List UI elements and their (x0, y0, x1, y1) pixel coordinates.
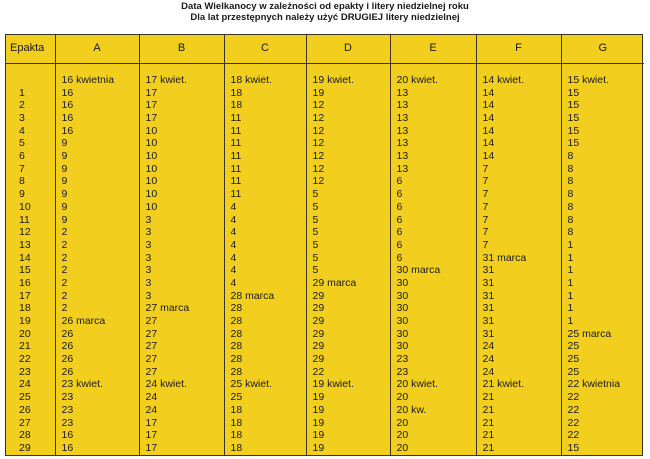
date-cell: 13 (390, 87, 476, 100)
header-row (6, 35, 644, 64)
table-row (6, 353, 644, 366)
date-cell: 5 (306, 265, 390, 278)
date-cell: 2 (55, 265, 139, 278)
date-cell: 7 (476, 163, 561, 176)
date-cell: 30 marca (390, 265, 476, 278)
table-row (6, 379, 644, 392)
date-cell: 28 (224, 353, 306, 366)
date-cell: 7 (476, 188, 561, 201)
table-row (6, 74, 644, 87)
date-cell: 6 (390, 176, 476, 189)
date-cell: 7 (476, 227, 561, 240)
epakta-cell: 6 (19, 150, 25, 163)
date-cell: 12 (306, 100, 390, 113)
epakta-cell: 1 (19, 86, 25, 99)
date-cell: 22 (561, 417, 644, 430)
date-cell: 18 (224, 417, 306, 430)
date-cell: 1 (561, 277, 644, 290)
date-cell: 2 (55, 277, 139, 290)
date-cell: 19 (306, 404, 390, 417)
date-cell: 15 kwiet. (561, 74, 644, 87)
date-cell: 30 (390, 315, 476, 328)
date-cell: 29 (306, 341, 390, 354)
date-cell: 27 (139, 366, 224, 379)
date-cell: 23 (390, 366, 476, 379)
date-cell: 4 (224, 239, 306, 252)
date-cell: 20 kwiet. (390, 379, 476, 392)
date-cell: 30 (390, 290, 476, 303)
epakta-cell: 23 (19, 366, 31, 378)
date-cell: 21 (476, 442, 561, 455)
date-cell: 18 (224, 87, 306, 100)
date-cell: 6 (390, 188, 476, 201)
date-cell: 7 (476, 214, 561, 227)
date-cell: 10 (139, 150, 224, 163)
table-row (6, 138, 644, 151)
header-letter-f: F (476, 35, 561, 64)
table-row (6, 176, 644, 189)
table-row (6, 404, 644, 417)
date-cell: 28 (224, 315, 306, 328)
header-letter-b: B (139, 35, 224, 64)
date-cell: 13 (390, 150, 476, 163)
date-cell: 19 kwiet. (306, 379, 390, 392)
epakta-cell: 3 (19, 112, 25, 125)
date-cell: 1 (561, 265, 644, 278)
date-cell: 18 (224, 404, 306, 417)
date-cell: 31 marca (476, 252, 561, 265)
date-cell: 19 (306, 430, 390, 443)
date-cell: 17 kwiet. (139, 74, 224, 87)
date-cell: 8 (561, 188, 644, 201)
date-cell: 31 (476, 265, 561, 278)
table-row (6, 366, 644, 379)
date-cell: 26 (55, 328, 139, 341)
date-cell: 13 (390, 163, 476, 176)
table-row (6, 430, 644, 443)
date-cell: 27 (139, 353, 224, 366)
table-row (6, 100, 644, 113)
date-cell: 5 (306, 188, 390, 201)
date-cell: 15 (561, 138, 644, 151)
date-cell: 25 kwiet. (224, 379, 306, 392)
date-cell: 11 (224, 112, 306, 125)
date-cell: 29 (306, 315, 390, 328)
epakta-cell: 24 (19, 378, 31, 391)
date-cell: 12 (306, 138, 390, 151)
date-cell: 11 (224, 188, 306, 201)
date-cell: 30 (390, 303, 476, 316)
table-body (6, 64, 644, 456)
epakta-cell: 21 (19, 340, 31, 353)
table-row (6, 265, 644, 278)
date-cell: 28 (224, 341, 306, 354)
epakta-cell: 2 (19, 99, 25, 112)
date-cell: 25 (561, 353, 644, 366)
date-cell: 5 (306, 214, 390, 227)
epakta-cell: 9 (19, 188, 25, 201)
date-cell: 16 kwietnia (55, 74, 139, 87)
date-cell: 27 marca (139, 303, 224, 316)
date-cell: 15 (561, 112, 644, 125)
epakta-cell: 4 (19, 125, 25, 137)
date-cell: 9 (55, 163, 139, 176)
date-cell: 1 (561, 239, 644, 252)
date-cell: 31 (476, 303, 561, 316)
date-cell: 11 (224, 125, 306, 138)
date-cell: 21 (476, 430, 561, 443)
date-cell: 19 (306, 442, 390, 455)
epakta-cell: 7 (19, 163, 25, 175)
date-cell: 16 (55, 87, 139, 100)
date-cell: 8 (561, 227, 644, 240)
epakta-cell: 29 (19, 442, 31, 454)
date-cell: 22 (561, 404, 644, 417)
date-cell: 1 (561, 252, 644, 265)
date-cell: 19 (306, 87, 390, 100)
epakta-cell: 25 (19, 391, 31, 404)
date-cell: 15 (561, 442, 644, 455)
date-cell: 5 (306, 201, 390, 214)
table-row (6, 112, 644, 125)
date-cell: 1 (561, 315, 644, 328)
table-row (6, 417, 644, 430)
date-cell: 24 (139, 391, 224, 404)
table-row (6, 188, 644, 201)
date-cell: 29 (306, 290, 390, 303)
date-cell: 23 kwiet. (55, 379, 139, 392)
epakta-cell: 14 (19, 251, 31, 264)
header-letter-a: A (55, 35, 139, 64)
date-cell: 23 (55, 391, 139, 404)
date-cell: 6 (390, 214, 476, 227)
date-cell: 11 (224, 138, 306, 151)
date-cell: 11 (224, 176, 306, 189)
header-letter-e: E (390, 35, 476, 64)
date-cell: 17 (139, 100, 224, 113)
date-cell: 1 (561, 290, 644, 303)
date-cell: 5 (306, 252, 390, 265)
date-cell: 8 (561, 150, 644, 163)
date-cell: 27 (139, 341, 224, 354)
date-cell: 8 (561, 163, 644, 176)
header-letter-d: D (306, 35, 390, 64)
header-letter-c: C (224, 35, 306, 64)
date-cell: 18 (224, 100, 306, 113)
date-cell: 10 (139, 138, 224, 151)
epakta-cell: 13 (19, 239, 31, 251)
epakta-cell: 20 (19, 328, 31, 340)
date-cell: 17 (139, 87, 224, 100)
table-row (6, 163, 644, 176)
date-cell: 23 (55, 417, 139, 430)
date-cell: 4 (224, 227, 306, 240)
date-cell: 26 (55, 366, 139, 379)
date-cell: 27 (139, 328, 224, 341)
date-cell: 14 (476, 100, 561, 113)
date-cell: 29 marca (306, 277, 390, 290)
date-cell: 14 (476, 87, 561, 100)
date-cell: 15 (561, 100, 644, 113)
date-cell: 12 (306, 112, 390, 125)
date-cell: 2 (55, 239, 139, 252)
date-cell: 29 (306, 328, 390, 341)
date-cell: 31 (476, 315, 561, 328)
table-row (6, 150, 644, 163)
epakta-cell: 5 (19, 137, 25, 150)
easter-date-table (5, 34, 643, 456)
spacer-row (6, 64, 644, 75)
date-cell: 13 (390, 112, 476, 125)
date-cell: 31 (476, 290, 561, 303)
date-cell: 24 (139, 404, 224, 417)
table-row (6, 341, 644, 354)
date-cell: 24 kwiet. (139, 379, 224, 392)
date-cell: 29 (306, 353, 390, 366)
epakta-cell: 10 (19, 201, 31, 213)
table-row (6, 201, 644, 214)
date-cell: 3 (139, 277, 224, 290)
date-cell: 6 (390, 252, 476, 265)
date-cell: 2 (55, 303, 139, 316)
date-cell: 21 (476, 391, 561, 404)
table-row (6, 290, 644, 303)
page-title (0, 1, 650, 23)
date-cell: 3 (139, 239, 224, 252)
epakta-cell (6, 74, 55, 87)
table-row (6, 87, 644, 100)
date-cell: 18 kwiet. (224, 74, 306, 87)
date-cell: 14 kwiet. (476, 74, 561, 87)
date-cell: 16 (55, 442, 139, 455)
date-cell: 10 (139, 188, 224, 201)
epakta-cell: 8 (19, 175, 25, 188)
date-cell: 2 (55, 290, 139, 303)
date-cell: 4 (224, 265, 306, 278)
date-cell: 25 (224, 391, 306, 404)
date-cell: 15 (561, 87, 644, 100)
date-cell: 8 (561, 176, 644, 189)
epakta-cell: 27 (19, 416, 31, 429)
date-cell: 2 (55, 252, 139, 265)
epakta-cell: 22 (19, 353, 31, 366)
date-cell: 31 (476, 277, 561, 290)
date-cell: 22 (306, 366, 390, 379)
epakta-cell: 12 (19, 226, 31, 239)
date-cell: 7 (476, 201, 561, 214)
date-cell: 26 (55, 353, 139, 366)
epakta-cell: 28 (19, 429, 31, 442)
table-row (6, 442, 644, 455)
date-cell: 10 (139, 176, 224, 189)
date-cell: 21 (476, 404, 561, 417)
header-epakta: Epakta (6, 35, 55, 64)
date-cell: 13 (390, 100, 476, 113)
date-cell: 16 (55, 100, 139, 113)
date-cell: 10 (139, 163, 224, 176)
date-cell: 23 (55, 404, 139, 417)
date-cell: 17 (139, 430, 224, 443)
date-cell: 29 (306, 303, 390, 316)
date-cell: 3 (139, 227, 224, 240)
date-cell: 28 (224, 366, 306, 379)
date-cell: 6 (390, 239, 476, 252)
date-cell: 16 (55, 125, 139, 138)
date-cell: 12 (306, 150, 390, 163)
date-cell: 20 (390, 417, 476, 430)
date-cell: 7 (476, 239, 561, 252)
epakta-cell: 15 (19, 264, 31, 277)
epakta-cell: 17 (19, 289, 31, 302)
date-cell: 9 (55, 188, 139, 201)
date-cell: 9 (55, 176, 139, 189)
epakta-cell: 26 (19, 404, 31, 416)
table-row (6, 315, 644, 328)
epakta-cell: 19 (19, 315, 31, 328)
date-cell: 2 (55, 227, 139, 240)
header-letter-g: G (561, 35, 644, 64)
date-cell: 9 (55, 214, 139, 227)
date-cell: 20 kwiet. (390, 74, 476, 87)
date-cell: 5 (306, 227, 390, 240)
date-cell: 30 (390, 341, 476, 354)
title-line-1: Data Wielkanocy w zależności od epakty i litery niedzielnej roku (181, 1, 469, 12)
date-cell: 1 (561, 303, 644, 316)
date-cell: 24 (476, 341, 561, 354)
date-cell: 8 (561, 201, 644, 214)
date-cell: 24 (476, 353, 561, 366)
table-row (6, 303, 644, 316)
table-row (6, 125, 644, 138)
date-cell: 21 kwiet. (476, 379, 561, 392)
date-cell: 3 (139, 252, 224, 265)
date-cell: 14 (476, 125, 561, 138)
date-cell: 10 (139, 125, 224, 138)
date-cell: 3 (139, 265, 224, 278)
date-cell: 25 (561, 341, 644, 354)
date-cell: 6 (390, 201, 476, 214)
date-cell: 22 (561, 391, 644, 404)
epakta-cell: 11 (19, 213, 30, 226)
date-cell: 31 (476, 328, 561, 341)
date-cell: 26 (55, 341, 139, 354)
date-cell: 14 (476, 138, 561, 151)
table-row (6, 227, 644, 240)
date-cell: 22 kwietnia (561, 379, 644, 392)
date-cell: 17 (139, 442, 224, 455)
date-cell: 20 (390, 430, 476, 443)
date-cell: 17 (139, 417, 224, 430)
date-cell: 25 marca (561, 328, 644, 341)
date-cell: 11 (224, 163, 306, 176)
table-row (6, 239, 644, 252)
date-cell: 28 (224, 303, 306, 316)
table-row (6, 391, 644, 404)
date-cell: 15 (561, 125, 644, 138)
date-cell: 24 (476, 366, 561, 379)
date-cell: 13 (390, 138, 476, 151)
date-cell: 3 (139, 290, 224, 303)
table-row (6, 214, 644, 227)
date-cell: 11 (224, 150, 306, 163)
date-cell: 12 (306, 125, 390, 138)
date-cell: 16 (55, 430, 139, 443)
date-cell: 30 (390, 277, 476, 290)
date-cell: 9 (55, 150, 139, 163)
date-cell: 22 (561, 430, 644, 443)
table-row (6, 252, 644, 265)
date-cell: 20 kw. (390, 404, 476, 417)
date-cell: 13 (390, 125, 476, 138)
date-cell: 19 (306, 417, 390, 430)
date-cell: 28 marca (224, 290, 306, 303)
date-cell: 19 kwiet. (306, 74, 390, 87)
date-cell: 19 (306, 391, 390, 404)
date-cell: 26 marca (55, 315, 139, 328)
date-cell: 4 (224, 201, 306, 214)
date-cell: 12 (306, 176, 390, 189)
date-cell: 8 (561, 214, 644, 227)
date-cell: 20 (390, 391, 476, 404)
date-cell: 25 (561, 366, 644, 379)
date-cell: 6 (390, 227, 476, 240)
date-cell: 20 (390, 442, 476, 455)
table-row (6, 277, 644, 290)
date-cell: 4 (224, 277, 306, 290)
date-cell: 10 (139, 201, 224, 214)
date-cell: 17 (139, 112, 224, 125)
date-cell: 21 (476, 417, 561, 430)
date-cell: 9 (55, 201, 139, 214)
date-cell: 18 (224, 430, 306, 443)
date-cell: 16 (55, 112, 139, 125)
date-cell: 4 (224, 252, 306, 265)
date-cell: 27 (139, 315, 224, 328)
date-cell: 12 (306, 163, 390, 176)
date-cell: 23 (390, 353, 476, 366)
date-cell: 18 (224, 442, 306, 455)
table-row (6, 328, 644, 341)
date-cell: 3 (139, 214, 224, 227)
epakta-cell: 16 (19, 277, 31, 289)
date-cell: 7 (476, 176, 561, 189)
date-cell: 14 (476, 150, 561, 163)
date-cell: 28 (224, 328, 306, 341)
date-cell: 4 (224, 214, 306, 227)
date-cell: 14 (476, 112, 561, 125)
date-cell: 30 (390, 328, 476, 341)
date-cell: 9 (55, 138, 139, 151)
epakta-cell: 18 (19, 302, 31, 315)
date-cell: 5 (306, 239, 390, 252)
title-line-2: Dla lat przestępnych należy użyć DRUGIEJ litery niedzielnej (190, 12, 460, 23)
